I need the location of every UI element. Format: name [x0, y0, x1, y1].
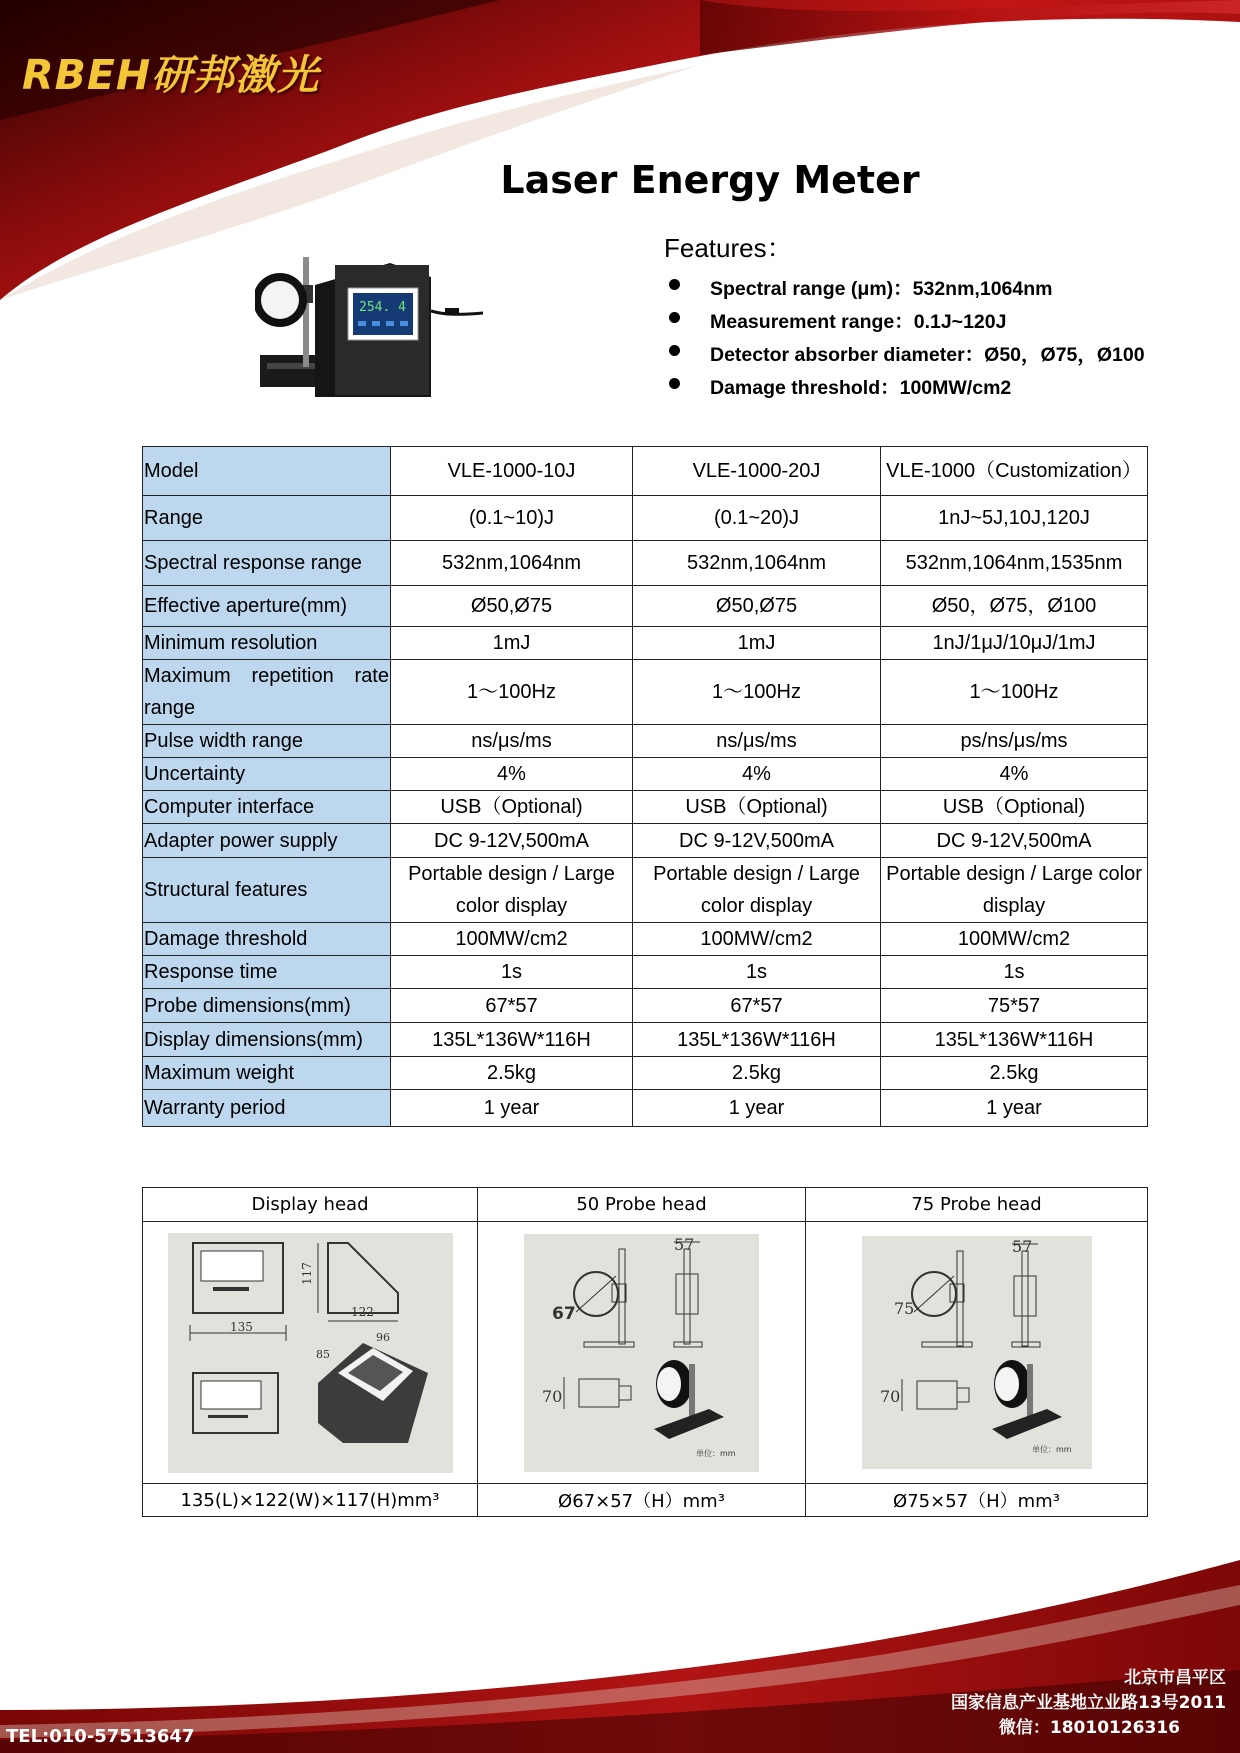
probe75-drawing-cell — [806, 1222, 1148, 1484]
spec-value: (0.1~10)J — [391, 496, 633, 541]
spec-label: Range — [143, 496, 391, 541]
spec-value: 100MW/cm2 — [633, 923, 881, 956]
spec-value: DC 9-12V,500mA — [633, 824, 881, 858]
drawing-dimensions: 135(L)×122(W)×117(H)mm³ — [143, 1484, 478, 1517]
spec-value: Ø50，Ø75，Ø100 — [881, 586, 1148, 627]
spec-label: Damage threshold — [143, 923, 391, 956]
spec-value: ns/μs/ms — [633, 725, 881, 758]
spec-row — [143, 1023, 1148, 1057]
bullet-icon — [669, 279, 680, 290]
bullet-icon — [669, 345, 680, 356]
spec-value: 1mJ — [391, 627, 633, 660]
spec-row — [143, 758, 1148, 791]
drawing-dimensions: Ø75×57（H）mm³ — [806, 1484, 1148, 1517]
features-heading: Features： — [664, 233, 793, 263]
spec-value: 2.5kg — [881, 1057, 1148, 1090]
spec-row — [143, 660, 1148, 725]
screen-reading: 254. 4 — [359, 300, 406, 315]
spec-label: Computer interface — [143, 791, 391, 824]
spec-value: 135L*136W*116H — [633, 1023, 881, 1057]
spec-row — [143, 956, 1148, 989]
spec-row — [143, 541, 1148, 586]
spec-value: Portable design / Large color display — [881, 858, 1148, 923]
spec-label: Probe dimensions(mm) — [143, 989, 391, 1023]
spec-value: Ø50,Ø75 — [633, 586, 881, 627]
spec-value: USB（Optional) — [391, 791, 633, 824]
spec-row — [143, 447, 1148, 496]
spec-value: 1s — [391, 956, 633, 989]
spec-value: 532nm,1064nm — [391, 541, 633, 586]
spec-label: Spectral response range — [143, 541, 391, 586]
spec-value: ns/μs/ms — [391, 725, 633, 758]
spec-value: Ø50,Ø75 — [391, 586, 633, 627]
feature-item: Damage threshold：100MW/cm2 — [664, 372, 1145, 405]
spec-value: 100MW/cm2 — [391, 923, 633, 956]
footer-address-line2: 国家信息产业基地立业路13号2011 — [951, 1693, 1226, 1713]
spec-value: 1nJ~5J,10J,120J — [881, 496, 1148, 541]
probe75-drawing — [862, 1236, 1092, 1469]
svg-text:70: 70 — [542, 1386, 563, 1406]
spec-label: Maximum repetition rate range — [143, 660, 391, 725]
features-list — [664, 273, 1145, 405]
svg-text:122: 122 — [350, 1304, 374, 1319]
spec-value: 67*57 — [633, 989, 881, 1023]
spec-row — [143, 586, 1148, 627]
spec-value: USB（Optional) — [633, 791, 881, 824]
feature-item: Measurement range：0.1J~120J — [664, 306, 1145, 339]
svg-text:70: 70 — [879, 1387, 900, 1406]
drawing-caption: 50 Probe head — [478, 1188, 806, 1222]
spec-label: Maximum weight — [143, 1057, 391, 1090]
spec-value: 1s — [881, 956, 1148, 989]
spec-value: 4% — [391, 758, 633, 791]
svg-text:75: 75 — [893, 1299, 914, 1318]
spec-value: VLE-1000-10J — [391, 447, 633, 496]
spec-label: Pulse width range — [143, 725, 391, 758]
spec-value: 2.5kg — [391, 1057, 633, 1090]
footer-wechat: 微信：18010126316 — [998, 1718, 1180, 1738]
spec-value: DC 9-12V,500mA — [881, 824, 1148, 858]
spec-value: 100MW/cm2 — [881, 923, 1148, 956]
spec-row — [143, 496, 1148, 541]
spec-row — [143, 725, 1148, 758]
spec-label: Structural features — [143, 858, 391, 923]
spec-value: 67*57 — [391, 989, 633, 1023]
spec-value: DC 9-12V,500mA — [391, 824, 633, 858]
feature-item: Spectral range (μm)：532nm,1064nm — [664, 273, 1145, 306]
page-title: Laser Energy Meter — [500, 158, 920, 202]
product-photo — [255, 255, 495, 405]
drawing-caption: Display head — [143, 1188, 478, 1222]
spec-value: Portable design / Large color display — [391, 858, 633, 923]
spec-label: Effective aperture(mm) — [143, 586, 391, 627]
spec-label: Model — [143, 447, 391, 496]
footer-address-line1: 北京市昌平区 — [1124, 1668, 1226, 1688]
display-head-drawing-cell — [143, 1222, 478, 1484]
spec-value: VLE-1000（Customization） — [881, 447, 1148, 496]
probe50-drawing-cell — [478, 1222, 806, 1484]
spec-label: Warranty period — [143, 1090, 391, 1127]
brand-logo: RBEH研邦激光 — [22, 51, 320, 99]
spec-value: ps/ns/μs/ms — [881, 725, 1148, 758]
spec-value: 1 year — [633, 1090, 881, 1127]
spec-label: Uncertainty — [143, 758, 391, 791]
spec-value: 1 year — [391, 1090, 633, 1127]
svg-text:96: 96 — [375, 1330, 390, 1344]
drawing-caption: 75 Probe head — [806, 1188, 1148, 1222]
spec-value: 4% — [881, 758, 1148, 791]
spec-label: Minimum resolution — [143, 627, 391, 660]
spec-value: 1nJ/1μJ/10μJ/1mJ — [881, 627, 1148, 660]
spec-row — [143, 1090, 1148, 1127]
bullet-icon — [669, 312, 680, 323]
spec-value: 1～100Hz — [391, 660, 633, 725]
spec-value: 4% — [633, 758, 881, 791]
spec-value: 1～100Hz — [881, 660, 1148, 725]
spec-row — [143, 627, 1148, 660]
spec-row — [143, 923, 1148, 956]
svg-text:135: 135 — [229, 1319, 253, 1334]
spec-value: 1mJ — [633, 627, 881, 660]
spec-value: 2.5kg — [633, 1057, 881, 1090]
spec-value: 135L*136W*116H — [391, 1023, 633, 1057]
spec-value: 1～100Hz — [633, 660, 881, 725]
spec-value: USB（Optional) — [881, 791, 1148, 824]
svg-text:57: 57 — [674, 1234, 695, 1254]
svg-text:单位：mm: 单位：mm — [1031, 1445, 1072, 1454]
spec-value: 532nm,1064nm — [633, 541, 881, 586]
svg-text:单位：mm: 单位：mm — [696, 1448, 736, 1458]
spec-value: 135L*136W*116H — [881, 1023, 1148, 1057]
feature-item: Detector absorber diameter：Ø50，Ø75，Ø100 — [664, 339, 1145, 372]
spec-row — [143, 858, 1148, 923]
spec-value: 1 year — [881, 1090, 1148, 1127]
spec-row — [143, 1057, 1148, 1090]
svg-text:57: 57 — [1011, 1237, 1032, 1256]
svg-text:67: 67 — [552, 1303, 576, 1324]
display-head-drawing — [168, 1233, 453, 1473]
footer-phone: TEL:010-57513647 — [6, 1726, 195, 1747]
bullet-icon — [669, 378, 680, 389]
spec-row — [143, 989, 1148, 1023]
spec-table — [142, 446, 1148, 1127]
drawings-table — [142, 1187, 1148, 1517]
drawing-dimensions: Ø67×57（H）mm³ — [478, 1484, 806, 1517]
spec-label: Adapter power supply — [143, 824, 391, 858]
spec-value: 75*57 — [881, 989, 1148, 1023]
svg-text:85: 85 — [315, 1347, 330, 1361]
spec-label: Display dimensions(mm) — [143, 1023, 391, 1057]
spec-value: 532nm,1064nm,1535nm — [881, 541, 1148, 586]
spec-label: Response time — [143, 956, 391, 989]
spec-value: 1s — [633, 956, 881, 989]
spec-value: Portable design / Large color display — [633, 858, 881, 923]
spec-value: (0.1~20)J — [633, 496, 881, 541]
spec-value: VLE-1000-20J — [633, 447, 881, 496]
svg-text:117: 117 — [299, 1261, 314, 1285]
probe50-drawing — [524, 1234, 759, 1472]
spec-row — [143, 824, 1148, 858]
spec-row — [143, 791, 1148, 824]
